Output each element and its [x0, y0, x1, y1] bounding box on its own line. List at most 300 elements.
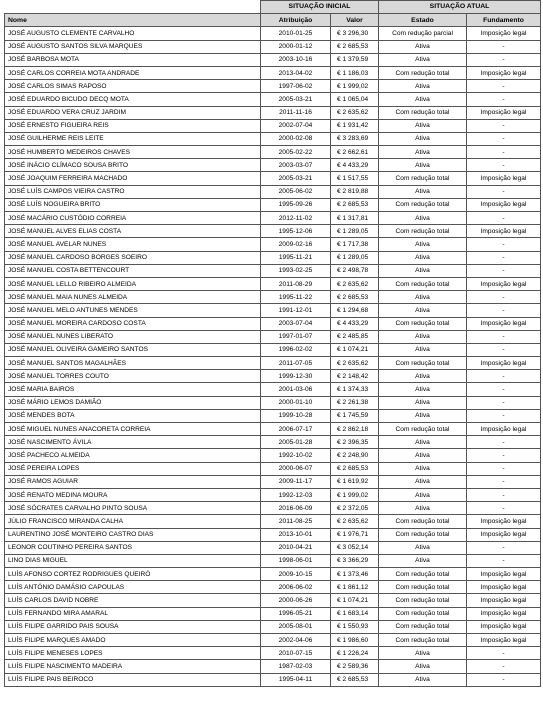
cell-date: 2010-04-21	[261, 541, 331, 554]
cell-fundamento: -	[467, 291, 541, 304]
cell-name: LUÍS FILIPE GARRIDO PAIS SOUSA	[5, 620, 261, 633]
table-row	[5, 462, 541, 475]
cell-value: € 1 379,59	[331, 53, 379, 66]
cell-value: € 1 931,42	[331, 119, 379, 132]
cell-fundamento: Imposição legal	[467, 581, 541, 594]
cell-estado: Ativa	[379, 343, 467, 356]
cell-estado: Com redução total	[379, 357, 467, 370]
cell-value: € 1 294,68	[331, 304, 379, 317]
cell-fundamento: -	[467, 132, 541, 145]
cell-estado: Ativa	[379, 541, 467, 554]
table-row	[5, 488, 541, 501]
cell-date: 2000-01-12	[261, 40, 331, 53]
cell-fundamento: -	[467, 146, 541, 159]
cell-date: 2003-03-07	[261, 159, 331, 172]
header-value: Valor	[331, 14, 379, 27]
header-column-row	[5, 14, 541, 27]
cell-name: JOSÉ MANUEL MAIA NUNES ALMEIDA	[5, 291, 261, 304]
cell-estado: Com redução total	[379, 594, 467, 607]
cell-value: € 1 550,93	[331, 620, 379, 633]
cell-date: 2009-10-15	[261, 568, 331, 581]
cell-fundamento: -	[467, 212, 541, 225]
cell-fundamento: -	[467, 383, 541, 396]
cell-fundamento: Imposição legal	[467, 634, 541, 647]
table-row	[5, 620, 541, 633]
cell-date: 2011-08-29	[261, 277, 331, 290]
header-fundamento: Fundamento	[467, 14, 541, 27]
cell-value: € 3 052,14	[331, 541, 379, 554]
cell-date: 1995-11-21	[261, 251, 331, 264]
cell-name: JOSÉ BARBOSA MOTA	[5, 53, 261, 66]
cell-name: LUÍS FILIPE NASCIMENTO MADEIRA	[5, 660, 261, 673]
cell-date: 2005-01-28	[261, 436, 331, 449]
cell-date: 2009-02-16	[261, 238, 331, 251]
cell-date: 2013-04-02	[261, 66, 331, 79]
cell-estado: Ativa	[379, 502, 467, 515]
cell-estado: Ativa	[379, 449, 467, 462]
cell-value: € 1 861,12	[331, 581, 379, 594]
cell-fundamento: -	[467, 93, 541, 106]
cell-estado: Ativa	[379, 132, 467, 145]
table-row	[5, 66, 541, 79]
cell-name: JOSÉ MANUEL ALVES ELIAS COSTA	[5, 225, 261, 238]
cell-estado: Com redução total	[379, 172, 467, 185]
cell-value: € 4 433,29	[331, 159, 379, 172]
table-row	[5, 475, 541, 488]
cell-name: JOSÉ MANUEL NUNES LIBERATO	[5, 330, 261, 343]
table-row	[5, 370, 541, 383]
cell-estado: Ativa	[379, 159, 467, 172]
cell-value: € 2 261,38	[331, 396, 379, 409]
cell-name: JOSÉ MANUEL CARDOSO BORGES SOEIRO	[5, 251, 261, 264]
cell-value: € 2 685,53	[331, 198, 379, 211]
cell-value: € 2 635,62	[331, 106, 379, 119]
header-blank-cell	[5, 1, 261, 14]
cell-value: € 3 366,29	[331, 554, 379, 567]
cell-date: 1999-12-30	[261, 370, 331, 383]
cell-date: 1995-04-11	[261, 673, 331, 686]
cell-fundamento: -	[467, 119, 541, 132]
cell-date: 2003-07-04	[261, 317, 331, 330]
cell-name: JOSÉ MARIA BAIROS	[5, 383, 261, 396]
table-row	[5, 594, 541, 607]
cell-name: JOSÉ LUÍS NOGUEIRA BRITO	[5, 198, 261, 211]
cell-date: 2003-10-16	[261, 53, 331, 66]
cell-date: 2005-02-22	[261, 146, 331, 159]
header-group-row	[5, 1, 541, 14]
cell-date: 1992-10-02	[261, 449, 331, 462]
table-row	[5, 304, 541, 317]
cell-date: 2012-11-02	[261, 212, 331, 225]
table-row	[5, 93, 541, 106]
cell-value: € 2 148,42	[331, 370, 379, 383]
cell-fundamento: Imposição legal	[467, 423, 541, 436]
cell-date: 2001-03-06	[261, 383, 331, 396]
cell-estado: Ativa	[379, 53, 467, 66]
cell-fundamento: -	[467, 660, 541, 673]
table-row	[5, 554, 541, 567]
cell-date: 2005-06-02	[261, 185, 331, 198]
table-row	[5, 581, 541, 594]
table-row	[5, 357, 541, 370]
cell-value: € 1 619,92	[331, 475, 379, 488]
cell-fundamento: -	[467, 330, 541, 343]
cell-name: LUÍS FERNANDO MIRA AMARAL	[5, 607, 261, 620]
cell-value: € 2 372,05	[331, 502, 379, 515]
cell-name: JOSÉ GUILHERME REIS LEITE	[5, 132, 261, 145]
cell-fundamento: Imposição legal	[467, 106, 541, 119]
cell-estado: Com redução total	[379, 634, 467, 647]
cell-name: JOSÉ NASCIMENTO ÁVILA	[5, 436, 261, 449]
cell-date: 2002-07-04	[261, 119, 331, 132]
cell-value: € 2 589,36	[331, 660, 379, 673]
table-row	[5, 172, 541, 185]
table-row	[5, 159, 541, 172]
cell-date: 1992-12-03	[261, 488, 331, 501]
cell-name: LUÍS CARLOS DAVID NOBRE	[5, 594, 261, 607]
cell-date: 2016-06-09	[261, 502, 331, 515]
table-row	[5, 436, 541, 449]
table-row	[5, 515, 541, 528]
cell-fundamento: Imposição legal	[467, 357, 541, 370]
cell-estado: Ativa	[379, 554, 467, 567]
cell-value: € 1 999,02	[331, 80, 379, 93]
cell-name: JOSÉ PEREIRA LOPES	[5, 462, 261, 475]
cell-date: 2011-11-16	[261, 106, 331, 119]
cell-date: 2006-07-17	[261, 423, 331, 436]
cell-fundamento: -	[467, 502, 541, 515]
cell-value: € 1 373,46	[331, 568, 379, 581]
cell-estado: Ativa	[379, 409, 467, 422]
cell-date: 2009-11-17	[261, 475, 331, 488]
cell-estado: Com redução total	[379, 607, 467, 620]
cell-fundamento: -	[467, 185, 541, 198]
cell-estado: Ativa	[379, 212, 467, 225]
cell-name: LUÍS FILIPE PAIS BEIROCO	[5, 673, 261, 686]
cell-estado: Com redução total	[379, 581, 467, 594]
cell-name: JOSÉ MANUEL AVELAR NUNES	[5, 238, 261, 251]
cell-fundamento: -	[467, 449, 541, 462]
cell-fundamento: Imposição legal	[467, 594, 541, 607]
table-row	[5, 291, 541, 304]
cell-name: JOSÉ MACÁRIO CUSTÓDIO CORREIA	[5, 212, 261, 225]
cell-name: JÚLIO FRANCISCO MIRANDA CALHA	[5, 515, 261, 528]
cell-estado: Ativa	[379, 330, 467, 343]
cell-date: 2006-06-02	[261, 581, 331, 594]
cell-date: 2005-03-21	[261, 172, 331, 185]
cell-name: JOSÉ MENDES BOTA	[5, 409, 261, 422]
cell-date: 2010-01-25	[261, 27, 331, 40]
table-row	[5, 660, 541, 673]
table-row	[5, 264, 541, 277]
cell-name: JOSÉ MANUEL LELLO RIBEIRO ALMEIDA	[5, 277, 261, 290]
header-name: Nome	[5, 14, 261, 27]
cell-fundamento: -	[467, 554, 541, 567]
cell-estado: Ativa	[379, 119, 467, 132]
cell-fundamento: Imposição legal	[467, 198, 541, 211]
cell-value: € 2 635,62	[331, 515, 379, 528]
cell-name: JOSÉ HUMBERTO MEDEIROS CHAVES	[5, 146, 261, 159]
cell-date: 2002-04-06	[261, 634, 331, 647]
cell-name: JOSÉ MANUEL COSTA BETTENCOURT	[5, 264, 261, 277]
cell-value: € 1 374,33	[331, 383, 379, 396]
cell-name: JOSÉ MANUEL SANTOS MAGALHÃES	[5, 357, 261, 370]
cell-value: € 1 317,81	[331, 212, 379, 225]
cell-estado: Com redução total	[379, 198, 467, 211]
cell-estado: Ativa	[379, 146, 467, 159]
cell-value: € 2 485,85	[331, 330, 379, 343]
cell-value: € 1 999,02	[331, 488, 379, 501]
table-row	[5, 396, 541, 409]
cell-estado: Ativa	[379, 647, 467, 660]
cell-estado: Ativa	[379, 436, 467, 449]
cell-fundamento: -	[467, 251, 541, 264]
cell-date: 1995-09-26	[261, 198, 331, 211]
cell-date: 2011-07-05	[261, 357, 331, 370]
table-row	[5, 185, 541, 198]
table-row	[5, 343, 541, 356]
table-row	[5, 251, 541, 264]
cell-estado: Ativa	[379, 673, 467, 686]
table-row	[5, 634, 541, 647]
cell-value: € 1 074,21	[331, 343, 379, 356]
cell-value: € 2 685,53	[331, 40, 379, 53]
table-row	[5, 146, 541, 159]
cell-value: € 2 685,53	[331, 462, 379, 475]
table-row	[5, 673, 541, 686]
cell-value: € 2 685,53	[331, 291, 379, 304]
cell-value: € 1 289,05	[331, 251, 379, 264]
table-row	[5, 53, 541, 66]
cell-estado: Ativa	[379, 488, 467, 501]
table-row	[5, 119, 541, 132]
cell-fundamento: Imposição legal	[467, 607, 541, 620]
cell-fundamento: -	[467, 475, 541, 488]
cell-date: 1997-06-02	[261, 80, 331, 93]
cell-estado: Ativa	[379, 238, 467, 251]
cell-name: LUÍS AFONSO CORTEZ RODRIGUES QUEIRÓ	[5, 568, 261, 581]
table-row	[5, 568, 541, 581]
cell-name: JOSÉ MIGUEL NUNES ANACORETA CORREIA	[5, 423, 261, 436]
cell-estado: Com redução total	[379, 317, 467, 330]
cell-date: 1995-12-06	[261, 225, 331, 238]
cell-estado: Ativa	[379, 370, 467, 383]
cell-name: JOSÉ RENATO MEDINA MOURA	[5, 488, 261, 501]
table-row	[5, 198, 541, 211]
cell-estado: Ativa	[379, 185, 467, 198]
table-row	[5, 317, 541, 330]
table-row	[5, 225, 541, 238]
cell-date: 1999-10-28	[261, 409, 331, 422]
cell-name: LUÍS FILIPE MARQUES AMADO	[5, 634, 261, 647]
cell-name: JOSÉ EDUARDO VERA CRUZ JARDIM	[5, 106, 261, 119]
cell-name: JOSÉ PACHECO ALMEIDA	[5, 449, 261, 462]
cell-value: € 1 717,38	[331, 238, 379, 251]
cell-date: 1987-02-03	[261, 660, 331, 673]
cell-value: € 2 662,61	[331, 146, 379, 159]
cell-name: JOSÉ INÁCIO CLÍMACO SOUSA BRITO	[5, 159, 261, 172]
cell-fundamento: -	[467, 40, 541, 53]
cell-estado: Com redução total	[379, 277, 467, 290]
table-row	[5, 277, 541, 290]
cell-estado: Com redução total	[379, 568, 467, 581]
cell-name: JOSÉ MANUEL OLIVEIRA GAMEIRO SANTOS	[5, 343, 261, 356]
cell-name: LINO DIAS MIGUEL	[5, 554, 261, 567]
subvention-table-container	[4, 0, 540, 687]
table-row	[5, 238, 541, 251]
cell-fundamento: -	[467, 409, 541, 422]
cell-value: € 1 289,05	[331, 225, 379, 238]
cell-fundamento: -	[467, 673, 541, 686]
cell-fundamento: -	[467, 436, 541, 449]
table-row	[5, 330, 541, 343]
table-header	[5, 1, 541, 27]
cell-estado: Ativa	[379, 462, 467, 475]
cell-date: 2000-01-10	[261, 396, 331, 409]
cell-value: € 1 074,21	[331, 594, 379, 607]
table-row	[5, 80, 541, 93]
cell-date: 2000-06-07	[261, 462, 331, 475]
cell-estado: Ativa	[379, 80, 467, 93]
cell-name: JOSÉ EDUARDO BICUDO DECQ MOTA	[5, 93, 261, 106]
cell-date: 1991-12-01	[261, 304, 331, 317]
cell-estado: Com redução total	[379, 528, 467, 541]
cell-fundamento: -	[467, 488, 541, 501]
cell-fundamento: Imposição legal	[467, 317, 541, 330]
table-row	[5, 502, 541, 515]
cell-value: € 2 248,90	[331, 449, 379, 462]
cell-value: € 4 433,29	[331, 317, 379, 330]
cell-value: € 2 862,18	[331, 423, 379, 436]
cell-fundamento: Imposição legal	[467, 277, 541, 290]
cell-fundamento: -	[467, 370, 541, 383]
table-row	[5, 423, 541, 436]
table-row	[5, 212, 541, 225]
cell-name: JOSÉ SÓCRATES CARVALHO PINTO SOUSA	[5, 502, 261, 515]
cell-name: JOSÉ MANUEL MELO ANTUNES MENDES	[5, 304, 261, 317]
cell-value: € 2 635,62	[331, 357, 379, 370]
cell-date: 1998-06-01	[261, 554, 331, 567]
cell-name: JOSÉ CARLOS CORREIA MOTA ANDRADE	[5, 66, 261, 79]
cell-name: JOSÉ JOAQUIM FERREIRA MACHADO	[5, 172, 261, 185]
cell-fundamento: -	[467, 541, 541, 554]
cell-value: € 2 635,62	[331, 277, 379, 290]
cell-fundamento: -	[467, 343, 541, 356]
cell-value: € 1 976,71	[331, 528, 379, 541]
cell-date: 2011-08-25	[261, 515, 331, 528]
cell-estado: Com redução total	[379, 620, 467, 633]
table-row	[5, 40, 541, 53]
cell-date: 2000-02-08	[261, 132, 331, 145]
cell-fundamento: Imposição legal	[467, 27, 541, 40]
cell-fundamento: Imposição legal	[467, 528, 541, 541]
cell-estado: Com redução total	[379, 225, 467, 238]
cell-estado: Com redução total	[379, 423, 467, 436]
cell-value: € 1 986,60	[331, 634, 379, 647]
cell-value: € 1 745,59	[331, 409, 379, 422]
cell-name: JOSÉ AUGUSTO SANTOS SILVA MARQUES	[5, 40, 261, 53]
cell-date: 1993-02-25	[261, 264, 331, 277]
cell-name: LUÍS ANTÓNIO DAMÁSIO CAPOULAS	[5, 581, 261, 594]
cell-value: € 3 283,69	[331, 132, 379, 145]
cell-fundamento: -	[467, 238, 541, 251]
cell-fundamento: -	[467, 304, 541, 317]
cell-fundamento: -	[467, 159, 541, 172]
header-date: Atribuição	[261, 14, 331, 27]
cell-estado: Ativa	[379, 251, 467, 264]
cell-name: JOSÉ LUÍS CAMPOS VIEIRA CASTRO	[5, 185, 261, 198]
cell-estado: Com redução parcial	[379, 27, 467, 40]
cell-value: € 2 396,35	[331, 436, 379, 449]
cell-value: € 2 819,88	[331, 185, 379, 198]
cell-estado: Com redução total	[379, 66, 467, 79]
cell-value: € 2 685,53	[331, 673, 379, 686]
table-row	[5, 541, 541, 554]
cell-date: 2013-10-01	[261, 528, 331, 541]
cell-fundamento: Imposição legal	[467, 620, 541, 633]
header-estado: Estado	[379, 14, 467, 27]
cell-date: 2000-06-26	[261, 594, 331, 607]
cell-estado: Ativa	[379, 475, 467, 488]
table-row	[5, 383, 541, 396]
table-body	[5, 27, 541, 686]
cell-estado: Com redução total	[379, 106, 467, 119]
cell-name: JOSÉ CARLOS SIMAS RAPOSO	[5, 80, 261, 93]
cell-date: 1996-02-02	[261, 343, 331, 356]
cell-date: 1995-11-22	[261, 291, 331, 304]
cell-fundamento: -	[467, 264, 541, 277]
table-row	[5, 27, 541, 40]
cell-fundamento: Imposição legal	[467, 66, 541, 79]
cell-fundamento: Imposição legal	[467, 568, 541, 581]
cell-estado: Ativa	[379, 304, 467, 317]
table-row	[5, 409, 541, 422]
cell-estado: Ativa	[379, 264, 467, 277]
cell-name: JOSÉ MANUEL MOREIRA CARDOSO COSTA	[5, 317, 261, 330]
cell-estado: Ativa	[379, 40, 467, 53]
cell-name: JOSÉ AUGUSTO CLEMENTE CARVALHO	[5, 27, 261, 40]
cell-estado: Com redução total	[379, 515, 467, 528]
cell-name: JOSÉ RAMOS AGUIAR	[5, 475, 261, 488]
cell-estado: Ativa	[379, 93, 467, 106]
header-group-current: SITUAÇÃO ATUAL	[379, 1, 541, 14]
cell-fundamento: Imposição legal	[467, 515, 541, 528]
table-row	[5, 647, 541, 660]
header-group-initial: SITUAÇÃO INICIAL	[261, 1, 379, 14]
cell-fundamento: -	[467, 80, 541, 93]
cell-fundamento: -	[467, 396, 541, 409]
cell-fundamento: Imposição legal	[467, 172, 541, 185]
cell-fundamento: Imposição legal	[467, 225, 541, 238]
cell-date: 2005-08-01	[261, 620, 331, 633]
cell-date: 2005-03-21	[261, 93, 331, 106]
cell-estado: Ativa	[379, 383, 467, 396]
cell-fundamento: -	[467, 462, 541, 475]
table-row	[5, 607, 541, 620]
cell-value: € 1 683,14	[331, 607, 379, 620]
cell-value: € 1 517,55	[331, 172, 379, 185]
cell-date: 1997-01-07	[261, 330, 331, 343]
cell-fundamento: -	[467, 53, 541, 66]
cell-date: 1996-05-21	[261, 607, 331, 620]
cell-estado: Ativa	[379, 291, 467, 304]
cell-value: € 3 296,30	[331, 27, 379, 40]
cell-value: € 1 065,04	[331, 93, 379, 106]
table-row	[5, 449, 541, 462]
cell-name: JOSÉ MÁRIO LEMOS DAMIÃO	[5, 396, 261, 409]
cell-name: JOSÉ MANUEL TORRES COUTO	[5, 370, 261, 383]
table-row	[5, 528, 541, 541]
